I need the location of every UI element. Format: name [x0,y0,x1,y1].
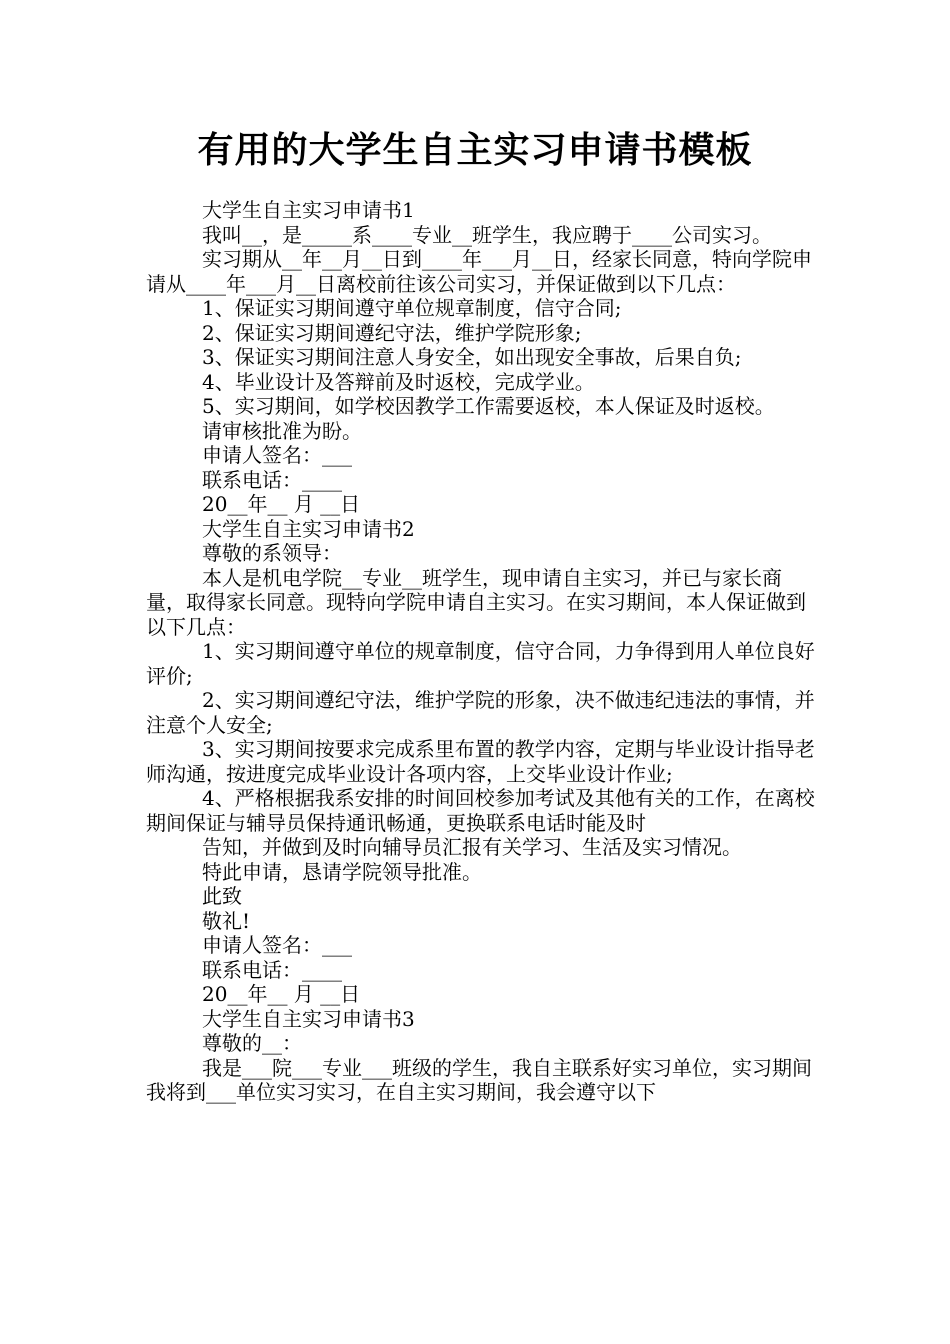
paragraph: 我叫__，是_____系____专业__班学生，我应聘于____公司实习。 [202,222,772,247]
date-line: 20__年__ 月 __日 [202,492,361,516]
closing: 此致 [202,884,242,908]
phone-line: 联系电话：____ [202,957,342,982]
list-item: 4、毕业设计及答辩前及时返校，完成学业。 [202,369,595,394]
salutation: 尊敬的系领导： [202,541,342,565]
paragraph: 我是___院___专业___班级的学生，我自主联系好实习单位，实习期间我将到___单位实习实习，在自主实习期间，我会遵守以下 [146,1055,812,1104]
salutation: 尊敬的__： [202,1031,302,1055]
paragraph: 请审核批准为盼。 [202,418,362,443]
list-item: 5、实习期间，如学校因教学工作需要返校，本人保证及时返校。 [202,394,775,418]
section-heading-3: 大学生自主实习申请书3 [202,1006,415,1031]
closing: 敬礼! [202,908,251,933]
paragraph: 告知，并做到及时向辅导员汇报有关学习、生活及实习情况。 [202,835,742,859]
list-item: 1、实习期间遵守单位的规章制度，信守合同，力争得到用人单位良好评价; [146,639,815,688]
date-line: 20__年__ 月 __日 [202,982,361,1006]
document-title: 有用的大学生自主实习申请书模板 [197,129,753,171]
document-body [146,198,818,1105]
paragraph: 本人是机电学院__专业__班学生，现申请自主实习，并已与家长商量，取得家长同意。现特向学院申请自主实习。在实习期间，本人保证做到以下几点： [146,565,806,639]
list-item: 4、严格根据我系安排的时间回校参加考试及其他有关的工作，在离校期间保证与辅导员保持通讯畅通，更换联系电话时能及时 [146,786,815,835]
phone-line: 联系电话：____ [202,467,342,492]
list-item: 3、保证实习期间注意人身安全，如出现安全事故，后果自负; [202,345,742,369]
list-item: 2、实习期间遵纪守法，维护学院的形象，决不做违纪违法的事情，并注意个人安全; [146,688,815,737]
list-item: 1、保证实习期间遵守单位规章制度，信守合同; [202,296,622,320]
signature-line: 申请人签名：___ [202,443,352,467]
section-heading-2: 大学生自主实习申请书2 [202,516,415,541]
paragraph: 实习期从__年__月__日到____年___月__日，经家长同意，特向学院申请从____年___月__日离校前往该公司实习，并保证做到以下几点： [146,247,812,296]
paragraph: 特此申请，恳请学院领导批准。 [202,859,482,884]
section-heading-1: 大学生自主实习申请书1 [202,198,415,222]
list-item: 3、实习期间按要求完成系里布置的教学内容，定期与毕业设计指导老师沟通，按进度完成毕业设计各项内容，上交毕业设计作业; [146,737,815,786]
list-item: 2、保证实习期间遵纪守法，维护学院形象; [202,320,582,345]
signature-line: 申请人签名：___ [202,933,352,957]
